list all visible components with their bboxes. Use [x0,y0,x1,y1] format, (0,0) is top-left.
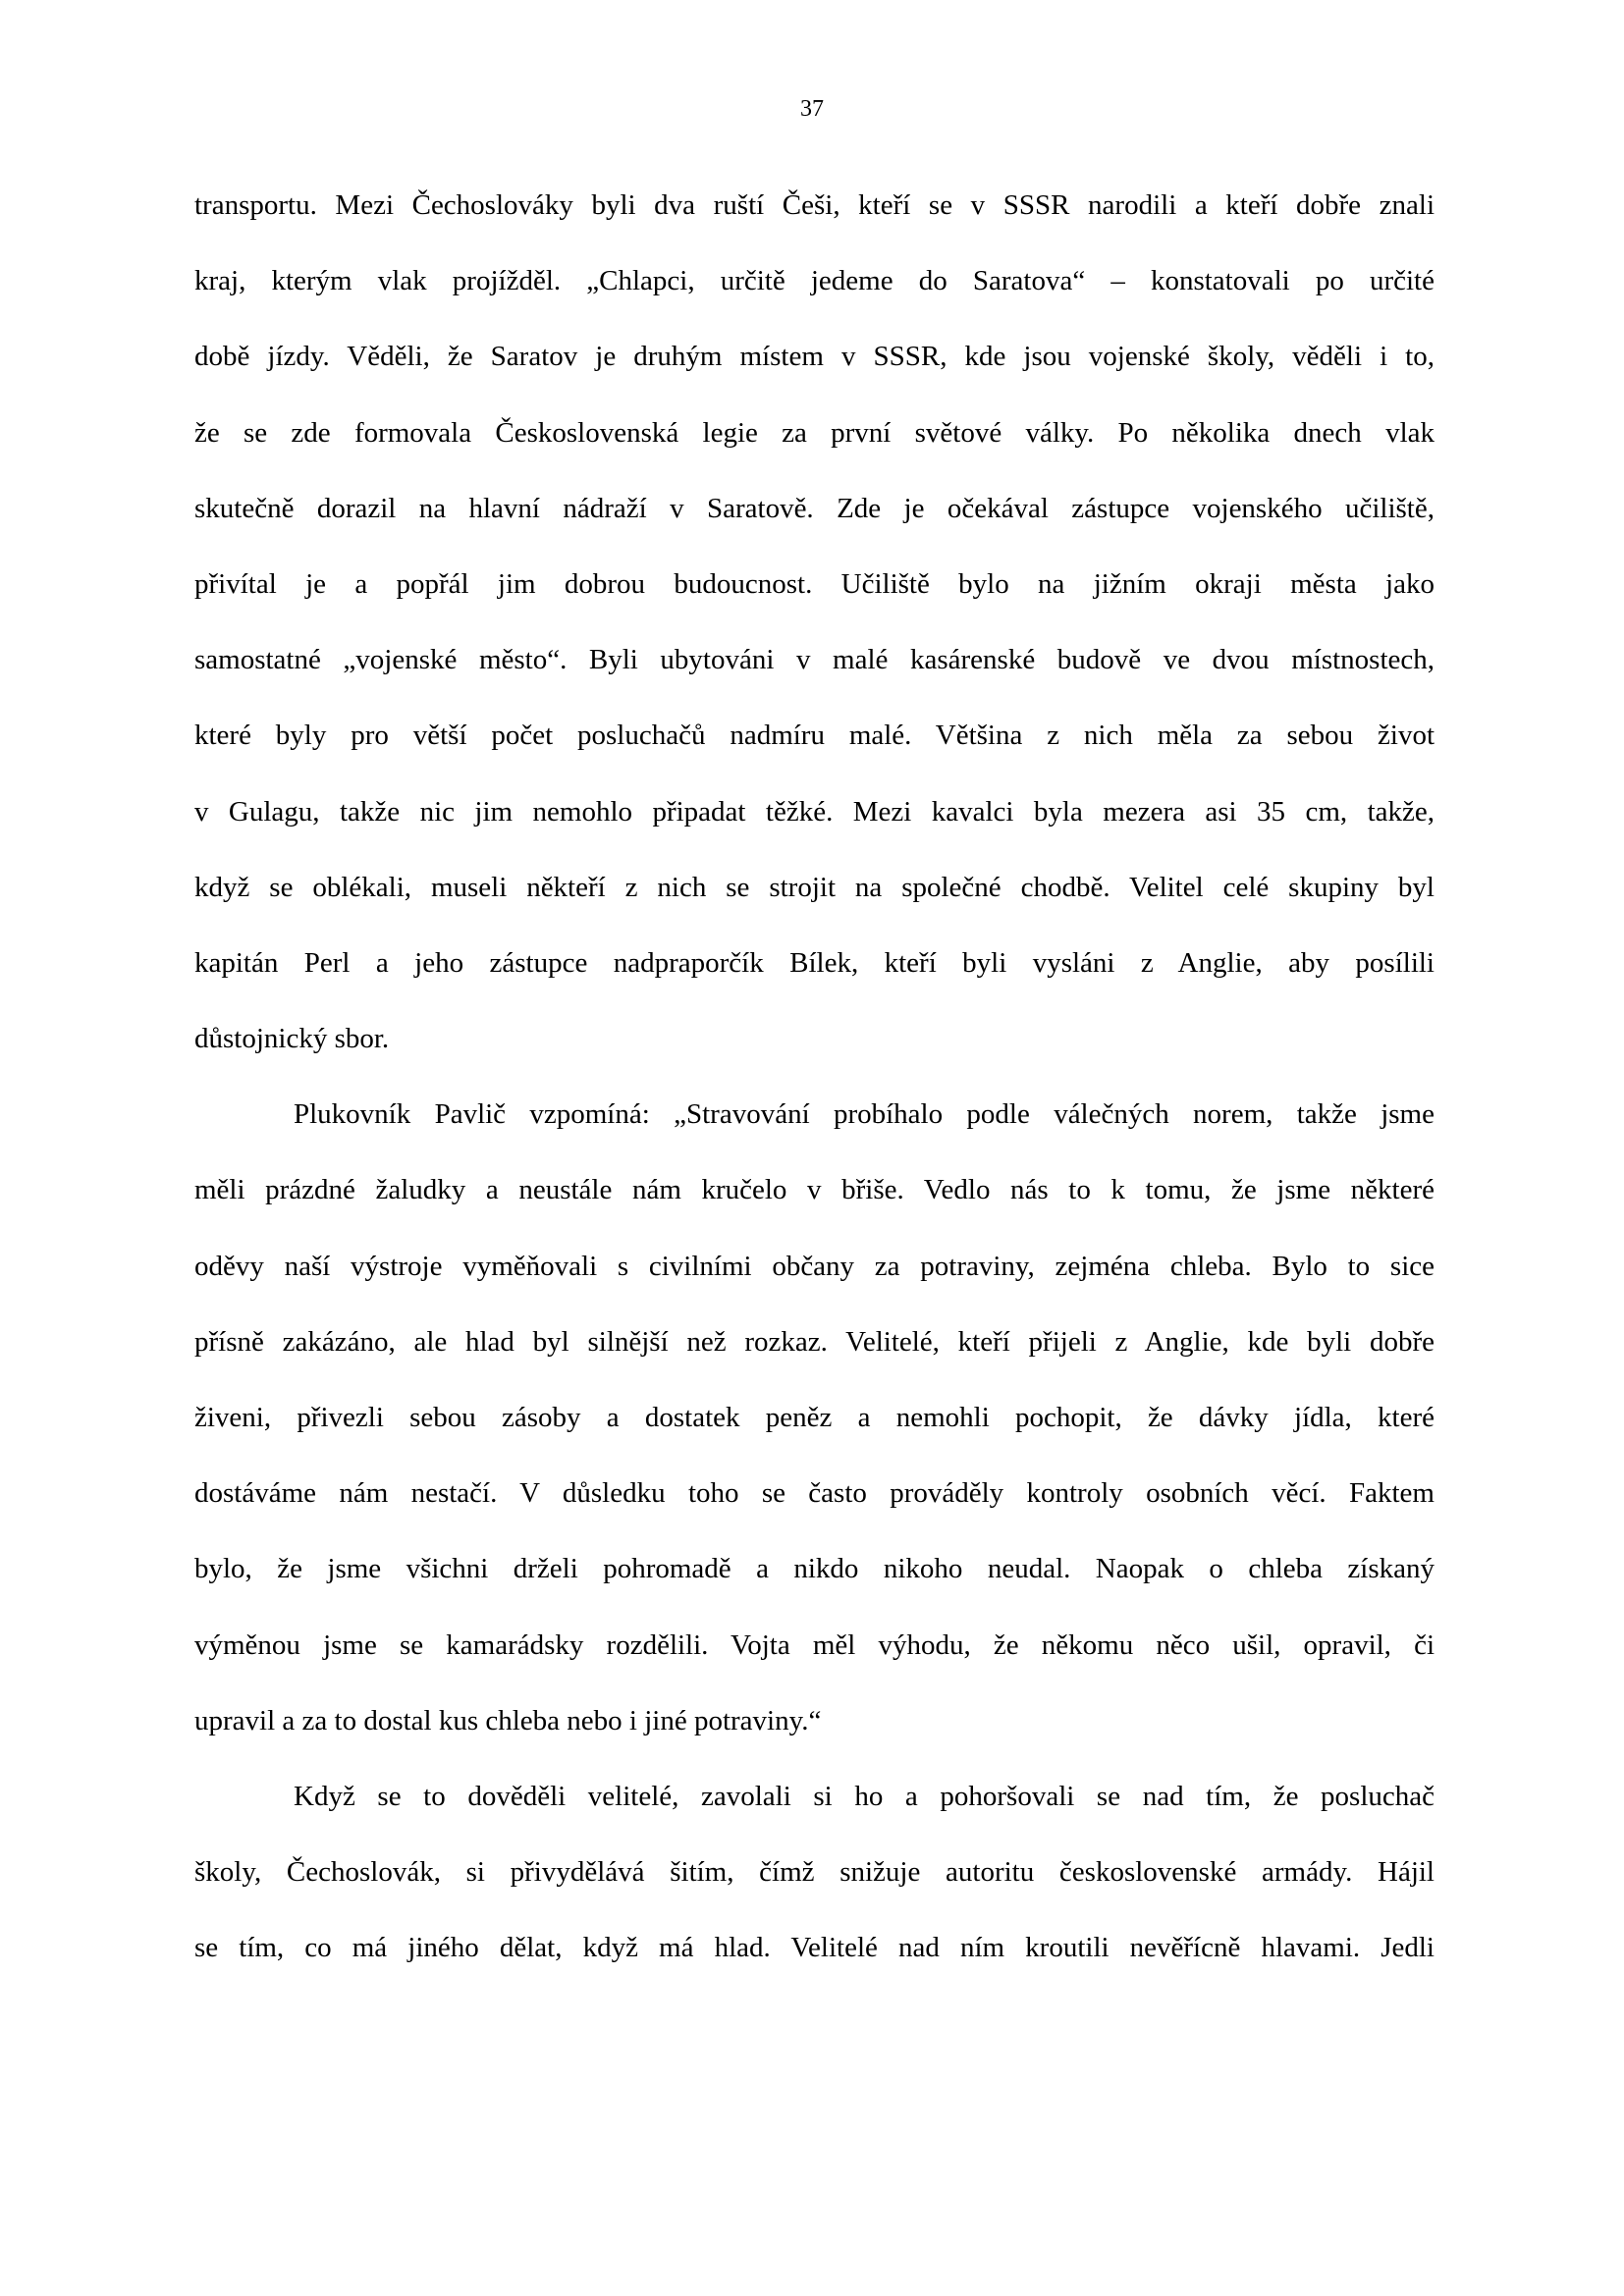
text-line: které byly pro větší počet posluchačů nadmíru malé. Většina z nich měla za sebou život [194,720,1435,752]
text-line: transportu. Mezi Čechoslováky byli dva ruští Češi, kteří se v SSSR narodili a kteří dobře znali [194,189,1435,221]
text-line: bylo, že jsme všichni drželi pohromadě a nikdo nikoho neudal. Naopak o chleba získaný [194,1553,1435,1585]
text-line: oděvy naší výstroje vyměňovali s civilními občany za potraviny, zejména chleba. Bylo to sice [194,1250,1435,1282]
text-line: se tím, co má jiného dělat, když má hlad. Velitelé nad ním kroutili nevěřícně hlavami. Jedli [194,1932,1435,1964]
text-line: kapitán Perl a jeho zástupce nadpraporčík Bílek, kteří byli vysláni z Anglie, aby posílili [194,946,1435,979]
text-line: měli prázdné žaludky a neustále nám kručelo v břiše. Vedlo nás to k tomu, že jsme některé [194,1174,1435,1206]
text-line: skutečně dorazil na hlavní nádraží v Saratově. Zde je očekával zástupce vojenského učiliště, [194,492,1435,524]
text-line: důstojnický sbor. [194,1023,390,1055]
text-line: kraj, kterým vlak projížděl. „Chlapci, určitě jedeme do Saratova“ – konstatovali po určité [194,265,1435,297]
text-line: živeni, přivezli sebou zásoby a dostatek peněz a nemohli pochopit, že dávky jídla, které [194,1402,1435,1433]
text-line: když se oblékali, museli někteří z nich se strojit na společné chodbě. Velitel celé skupiny byl [194,871,1435,903]
text-line: Když se to dověděli velitelé, zavolali si ho a pohoršovali se nad tím, že posluchač [294,1780,1435,1812]
text-line: přivítal je a popřál jim dobrou budoucnost. Učiliště bylo na jižním okraji města jako [194,567,1435,600]
body-text [194,186,1435,2004]
text-line: upravil a za to dostal kus chleba nebo i jiné potraviny.“ [194,1704,822,1736]
page-number: 37 [800,96,824,122]
text-line: Plukovník Pavlič vzpomíná: „Stravování probíhalo podle válečných norem, takže jsme [294,1098,1435,1131]
text-line: školy, Čechoslovák, si přivydělává šitím, čímž snižuje autoritu československé armády. Hájil [194,1856,1435,1889]
text-line: době jízdy. Věděli, že Saratov je druhým místem v SSSR, kde jsou vojenské školy, věděli i to, [194,341,1435,373]
text-line: samostatné „vojenské město“. Byli ubytováni v malé kasárenské budově ve dvou místnostech, [194,644,1435,676]
text-line: v Gulagu, takže nic jim nemohlo připadat těžké. Mezi kavalci byla mezera asi 35 cm, takže, [194,795,1435,828]
text-line: přísně zakázáno, ale hlad byl silnější než rozkaz. Velitelé, kteří přijeli z Anglie, kde byli dobře [194,1325,1435,1358]
text-line: dostáváme nám nestačí. V důsledku toho se často prováděly kontroly osobních věcí. Faktem [194,1477,1435,1510]
text-line: výměnou jsme se kamarádsky rozdělili. Vojta měl výhodu, že někomu něco ušil, opravil, či [194,1629,1435,1661]
text-line: že se zde formovala Československá legie za první světové války. Po několika dnech vlak [194,416,1435,449]
